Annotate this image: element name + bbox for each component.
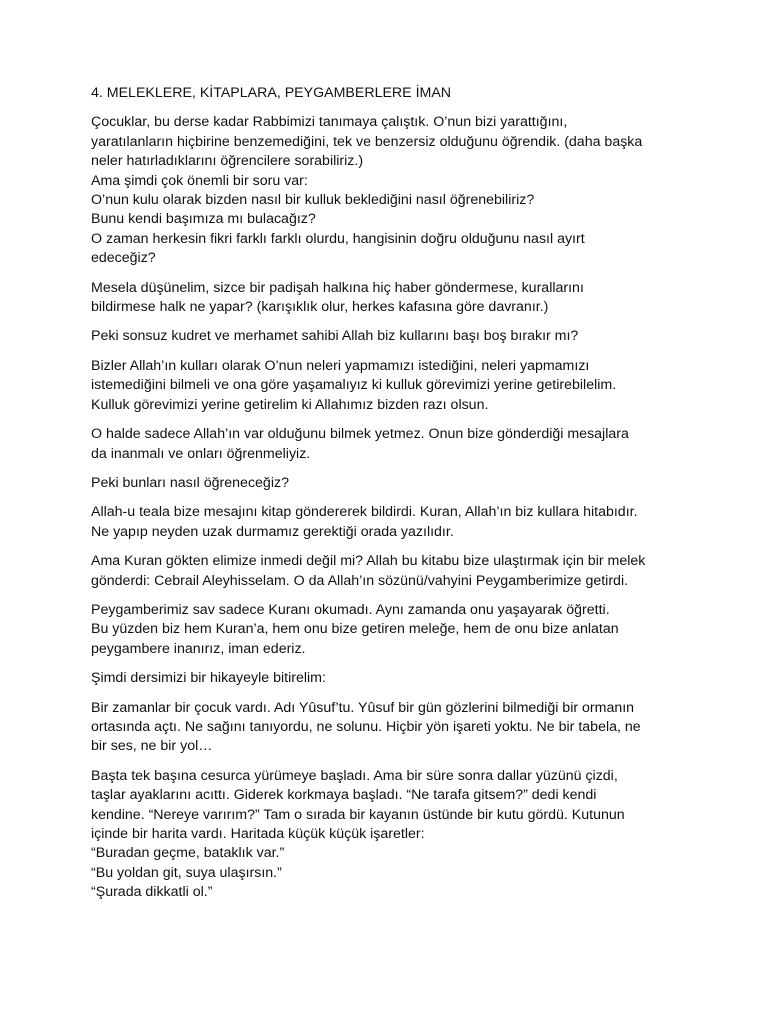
text-line: Çocuklar, bu derse kadar Rabbimizi tanımaya çalıştık. O’nun bizi yarattığını, [91, 114, 568, 131]
text-line: O halde sadece Allah’ın var olduğunu bilmek yetmez. Onun bize gönderdiği mesajlara [91, 426, 629, 443]
text-line: bildirmese halk ne yapar? (karışıklık olur, herkes kafasına göre davranır.) [91, 299, 549, 316]
text-line: gönderdi: Cebrail Aleyhisselam. O da Allah’ın sözünü/vahyini Peygamberimize getirdi. [91, 572, 629, 589]
paragraph [91, 767, 691, 903]
text-line: Ama şimdi çok önemli bir soru var: [91, 172, 308, 189]
text-line: istemediğini bilmeli ve ona göre yaşamalıyız ki kulluk görevimizi yerine getirebilelim. [91, 377, 617, 394]
text-line: Bu yüzden biz hem Kuran’a, hem onu bize getiren meleğe, hem de onu bize anlatan [91, 621, 619, 638]
text-line: Ama Kuran gökten elimize inmedi değil mi? Allah bu kitabu bize ulaştırmak için bir melek [91, 553, 646, 570]
paragraph [91, 474, 691, 493]
text-line: peygambere inanırız, iman ederiz. [91, 640, 306, 657]
text-line: “Şurada dikkatli ol.” [91, 884, 213, 901]
text-line: edeceğiz? [91, 250, 156, 267]
text-line: ortasında açtı. Ne sağını tanıyordu, ne solunu. Hiçbir yön işareti yoktu. Ne bir tabela, ne [91, 718, 641, 735]
paragraph [91, 699, 691, 757]
paragraph [91, 425, 691, 464]
text-line: neler hatırladıklarını öğrencilere sorabiliriz.) [91, 153, 364, 170]
text-line: içinde bir harita vardı. Haritada küçük küçük işaretler: [91, 826, 425, 842]
paragraph [91, 113, 691, 268]
text-line: “Bu yoldan git, suya ulaşırsın.” [91, 864, 282, 881]
text-line: da inanmalı ve onları öğrenmeliyiz. [91, 445, 311, 462]
document-heading: 4. MELEKLERE, KİTAPLARA, PEYGAMBERLERE İMAN [91, 85, 452, 101]
text-line: O zaman herkesin fikri farklı farklı olurdu, hangisinin doğru olduğunu nasıl ayırt [91, 230, 585, 247]
text-line: Peygamberimiz sav sadece Kuranı okumadı. Aynı zamanda onu yaşayarak öğretti. [91, 601, 610, 618]
text-line: O’nun kulu olarak bizden nasıl bir kulluk beklediğini nasıl öğrenebiliriz? [91, 192, 535, 209]
text-line: yaratılanların hiçbirine benzemediğini, tek ve benzersiz olduğunu öğrendik. (daha başka [91, 133, 643, 150]
paragraph [91, 552, 691, 591]
paragraph [91, 503, 691, 542]
text-line: Şimdi dersimizi bir hikayeyle bitirelim: [91, 670, 326, 687]
text-line: bir ses, ne bir yol… [91, 738, 213, 755]
text-line: Mesela düşünelim, sizce bir padişah halkına hiç haber göndermese, kurallarını [91, 279, 584, 296]
text-line: Başta tek başına cesurca yürümeye başladı. Ama bir süre sonra dallar yüzünü çizdi, [91, 767, 618, 784]
text-line: Bizler Allah’ın kulları olarak O’nun neleri yapmamızı istediğini, neleri yapmamızı [91, 357, 590, 374]
text-line: “Buradan geçme, bataklık var.” [91, 845, 285, 862]
text-line: Bunu kendi başımıza mı bulacağız? [91, 211, 316, 228]
paragraph [91, 327, 691, 346]
text-line: Allah-u teala bize mesajını kitap göndererek bildirdi. Kuran, Allah’ın biz kullara hitabıdır. [91, 504, 638, 521]
text-line: Peki bunları nasıl öğreneceğiz? [91, 474, 289, 491]
document-page [91, 84, 691, 913]
text-line: Peki sonsuz kudret ve merhamet sahibi Allah biz kullarını başı boş bırakır mı? [91, 328, 579, 345]
text-line: Bir zamanlar bir çocuk vardı. Adı Yûsuf’tu. Yûsuf bir gün gözlerini bilmediği bir ormanın [91, 699, 635, 716]
paragraph [91, 601, 691, 659]
paragraph [91, 669, 691, 688]
text-line: taşlar ayaklarını acıttı. Giderek korkmaya başladı. “Ne tarafa gitsem?” dedi kendi [91, 787, 597, 804]
paragraph [91, 357, 691, 415]
text-line: Kulluk görevimizi yerine getirelim ki Allahımız bizden razı olsun. [91, 396, 489, 413]
document-body [91, 113, 691, 902]
text-line: Ne yapıp neyden uzak durmamız gerektiği orada yazılıdır. [91, 523, 454, 540]
paragraph [91, 279, 691, 318]
text-line: kendine. “Nereye varırım?” Tam o sırada bir kayanın üstünde bir kutu gördü. Kutunun [91, 806, 625, 823]
